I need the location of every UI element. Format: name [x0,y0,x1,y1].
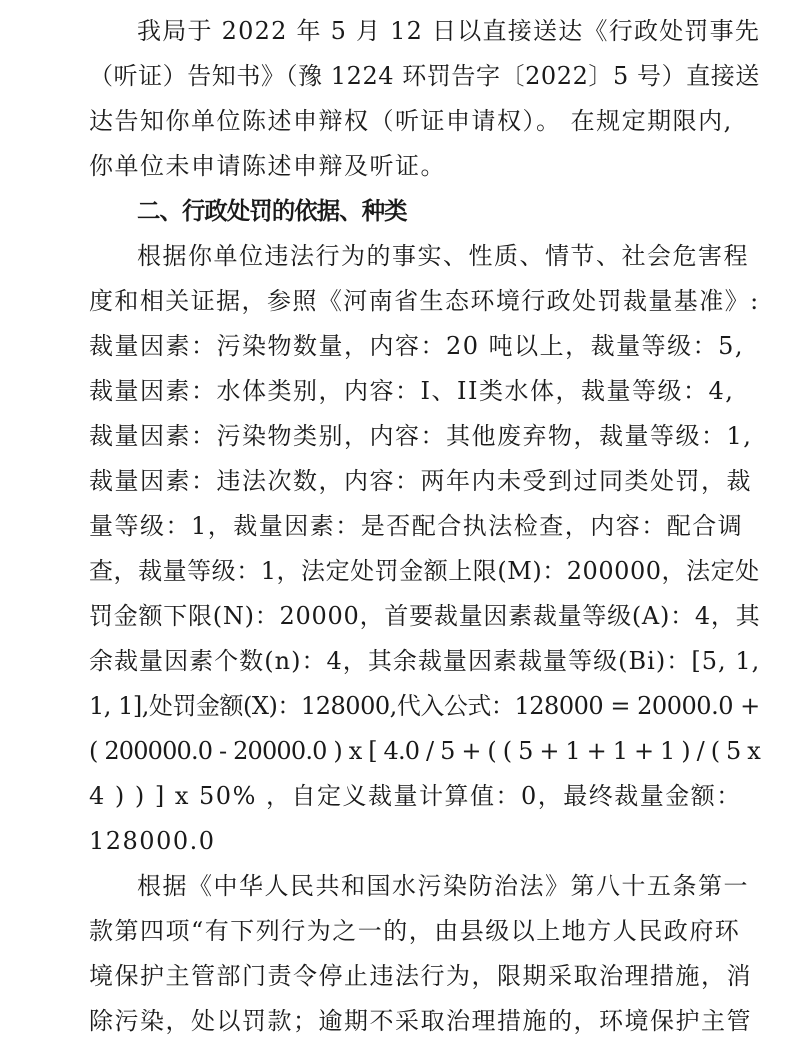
paragraph-line: 度和相关证据，参照《河南省生态环境行政处罚裁量基准》: [89,287,760,315]
paragraph-line: 查，裁量等级：1，法定处罚金额上限(M)：200000，法定处 [89,557,760,585]
paragraph-line: 裁量因素：污染物类别，内容：其他废弃物，裁量等级：1, [89,422,753,450]
paragraph-line: 裁量因素：违法次数，内容：两年内未受到过同类处罚，裁 [89,467,752,495]
paragraph-line: （听证）告知书》（豫 1224 环罚告字〔2022〕5 号）直接送 [89,62,760,90]
paragraph-line: 4 ) ) ] x 50% ，自定义裁量计算值：0，最终裁量金额： [89,782,742,810]
paragraph-line: 款第四项“有下列行为之一的，由县级以上地方人民政府环 [89,917,741,945]
paragraph-line: 你单位未申请陈述申辩及听证。 [89,152,446,180]
paragraph-line: 裁量因素：水体类别，内容：I、II类水体，裁量等级：4, [89,377,735,405]
paragraph-line: 裁量因素：污染物数量，内容：20 吨以上，裁量等级：5, [89,332,745,360]
paragraph-line: 除污染，处以罚款；逾期不采取治理措施的，环境保护主管 [89,1007,752,1035]
paragraph-line: 境保护主管部门责令停止违法行为，限期采取治理措施，消 [89,962,752,990]
paragraph-line: 量等级：1，裁量因素：是否配合执法检查，内容：配合调 [89,512,744,540]
paragraph-line: 我局于 2022 年 5 月 12 日以直接送达《行政处罚事先 [137,17,761,45]
paragraph-line: 余裁量因素个数(n)：4，其余裁量因素裁量等级(Bi)：[5, 1, [89,647,761,675]
paragraph-line: 罚金额下限(N)：20000，首要裁量因素裁量等级(A)：4，其 [89,602,761,630]
paragraph-line: 根据你单位违法行为的事实、性质、情节、社会危害程 [137,242,749,270]
section-heading: 二、行政处罚的依据、种类 [137,197,407,225]
paragraph-line: 1, 1],处罚金额(X)：128000,代入公式：128000 = 20000.0 + [89,692,760,720]
paragraph-line: ( 200000.0 - 20000.0 ) x [ 4.0 / 5 + ( ( 5 + 1 + 1 + 1 ) / ( 5 x [89,737,760,765]
paragraph-line: 达告知你单位陈述申辩权（听证申请权）。 在规定期限内, [89,107,733,135]
paragraph-line: 根据《中华人民共和国水污染防治法》第八十五条第一 [137,872,749,900]
paragraph-line: 128000.0 [89,827,216,855]
